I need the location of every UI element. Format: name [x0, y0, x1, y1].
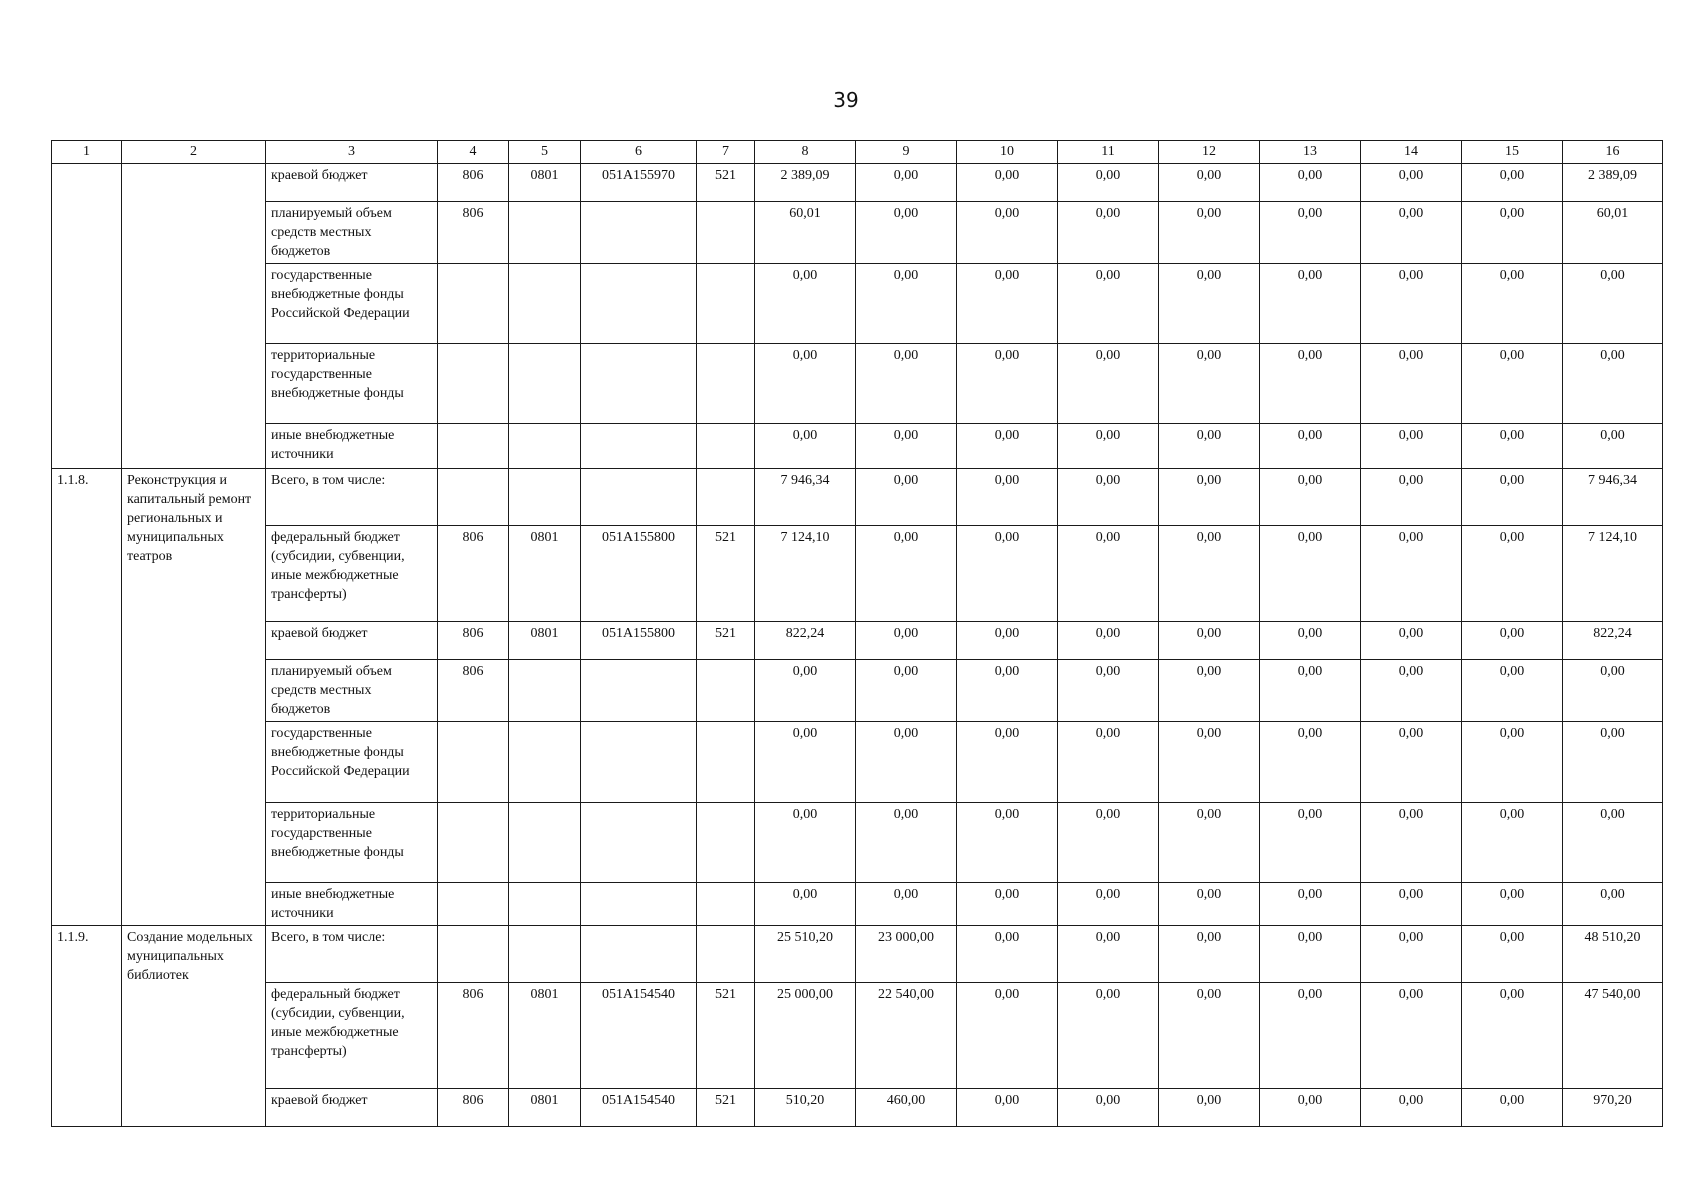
- section-code-cell: [509, 469, 581, 526]
- item-number-cell: [52, 164, 122, 469]
- value-col13-cell: 0,00: [1260, 926, 1361, 983]
- source-cell: краевой бюджет: [266, 164, 438, 202]
- target-article-cell: 051A154540: [581, 1089, 697, 1127]
- admin-code-cell: [438, 722, 509, 803]
- section-code-cell: 0801: [509, 1089, 581, 1127]
- value-col11-cell: 0,00: [1058, 164, 1159, 202]
- value-col15-cell: 0,00: [1462, 1089, 1563, 1127]
- source-cell: федеральный бюджет (субсидии, субвенции, иные межбюджетные трансферты): [266, 983, 438, 1089]
- value-col16-cell: 822,24: [1563, 622, 1663, 660]
- value-col16-cell: 48 510,20: [1563, 926, 1663, 983]
- value-col14-cell: 0,00: [1361, 344, 1462, 424]
- section-code-cell: [509, 803, 581, 883]
- source-cell: территориальные государственные внебюджетные фонды: [266, 803, 438, 883]
- section-code-cell: [509, 722, 581, 803]
- expense-type-cell: 521: [697, 1089, 755, 1127]
- value-col12-cell: 0,00: [1159, 722, 1260, 803]
- item-number-cell: 1.1.8.: [52, 469, 122, 926]
- value-col14-cell: 0,00: [1361, 1089, 1462, 1127]
- column-number-15: 15: [1462, 141, 1563, 164]
- value-col10-cell: 0,00: [957, 469, 1058, 526]
- source-cell: иные внебюджетные источники: [266, 424, 438, 469]
- value-col9-cell: 0,00: [856, 622, 957, 660]
- value-col16-cell: 7 946,34: [1563, 469, 1663, 526]
- admin-code-cell: 806: [438, 983, 509, 1089]
- value-col10-cell: 0,00: [957, 926, 1058, 983]
- expense-type-cell: [697, 344, 755, 424]
- value-col11-cell: 0,00: [1058, 1089, 1159, 1127]
- expense-type-cell: [697, 469, 755, 526]
- funding-row: [52, 1089, 1663, 1127]
- value-col13-cell: 0,00: [1260, 526, 1361, 622]
- value-col13-cell: 0,00: [1260, 622, 1361, 660]
- section-code-cell: [509, 424, 581, 469]
- expense-type-cell: [697, 926, 755, 983]
- admin-code-cell: [438, 469, 509, 526]
- source-cell: территориальные государственные внебюджетные фонды: [266, 344, 438, 424]
- admin-code-cell: [438, 883, 509, 926]
- value-col8-cell: 7 124,10: [755, 526, 856, 622]
- admin-code-cell: 806: [438, 1089, 509, 1127]
- column-number-12: 12: [1159, 141, 1260, 164]
- value-col13-cell: 0,00: [1260, 1089, 1361, 1127]
- value-col12-cell: 0,00: [1159, 1089, 1260, 1127]
- value-col8-cell: 25 510,20: [755, 926, 856, 983]
- expense-type-cell: 521: [697, 622, 755, 660]
- expense-type-cell: [697, 660, 755, 722]
- column-number-14: 14: [1361, 141, 1462, 164]
- source-cell: Всего, в том числе:: [266, 469, 438, 526]
- funding-row: [52, 469, 1663, 526]
- value-col14-cell: 0,00: [1361, 526, 1462, 622]
- value-col8-cell: 0,00: [755, 344, 856, 424]
- value-col11-cell: 0,00: [1058, 622, 1159, 660]
- column-number-8: 8: [755, 141, 856, 164]
- column-number-9: 9: [856, 141, 957, 164]
- value-col13-cell: 0,00: [1260, 983, 1361, 1089]
- section-code-cell: [509, 883, 581, 926]
- target-article-cell: [581, 344, 697, 424]
- value-col8-cell: 2 389,09: [755, 164, 856, 202]
- value-col13-cell: 0,00: [1260, 164, 1361, 202]
- value-col13-cell: 0,00: [1260, 803, 1361, 883]
- value-col10-cell: 0,00: [957, 344, 1058, 424]
- value-col9-cell: 0,00: [856, 264, 957, 344]
- value-col14-cell: 0,00: [1361, 926, 1462, 983]
- expense-type-cell: 521: [697, 526, 755, 622]
- value-col15-cell: 0,00: [1462, 926, 1563, 983]
- target-article-cell: [581, 722, 697, 803]
- value-col11-cell: 0,00: [1058, 469, 1159, 526]
- column-number-6: 6: [581, 141, 697, 164]
- section-code-cell: [509, 660, 581, 722]
- column-number-13: 13: [1260, 141, 1361, 164]
- value-col12-cell: 0,00: [1159, 622, 1260, 660]
- column-number-11: 11: [1058, 141, 1159, 164]
- value-col12-cell: 0,00: [1159, 164, 1260, 202]
- admin-code-cell: [438, 424, 509, 469]
- funding-row: [52, 883, 1663, 926]
- target-article-cell: [581, 424, 697, 469]
- value-col14-cell: 0,00: [1361, 803, 1462, 883]
- value-col9-cell: 460,00: [856, 1089, 957, 1127]
- value-col15-cell: 0,00: [1462, 622, 1563, 660]
- source-cell: государственные внебюджетные фонды Российской Федерации: [266, 264, 438, 344]
- value-col11-cell: 0,00: [1058, 722, 1159, 803]
- value-col12-cell: 0,00: [1159, 926, 1260, 983]
- source-cell: планируемый объем средств местных бюджетов: [266, 660, 438, 722]
- admin-code-cell: 806: [438, 526, 509, 622]
- value-col10-cell: 0,00: [957, 622, 1058, 660]
- value-col12-cell: 0,00: [1159, 469, 1260, 526]
- value-col11-cell: 0,00: [1058, 660, 1159, 722]
- funding-row: [52, 622, 1663, 660]
- admin-code-cell: 806: [438, 622, 509, 660]
- value-col15-cell: 0,00: [1462, 344, 1563, 424]
- value-col16-cell: 0,00: [1563, 883, 1663, 926]
- value-col10-cell: 0,00: [957, 983, 1058, 1089]
- value-col8-cell: 7 946,34: [755, 469, 856, 526]
- value-col14-cell: 0,00: [1361, 983, 1462, 1089]
- source-cell: федеральный бюджет (субсидии, субвенции, иные межбюджетные трансферты): [266, 526, 438, 622]
- value-col16-cell: 7 124,10: [1563, 526, 1663, 622]
- target-article-cell: 051A155800: [581, 526, 697, 622]
- admin-code-cell: [438, 926, 509, 983]
- value-col11-cell: 0,00: [1058, 526, 1159, 622]
- target-article-cell: [581, 803, 697, 883]
- value-col16-cell: 0,00: [1563, 803, 1663, 883]
- funding-row: [52, 926, 1663, 983]
- value-col15-cell: 0,00: [1462, 803, 1563, 883]
- column-number-header-row: [52, 141, 1663, 164]
- column-number-16: 16: [1563, 141, 1663, 164]
- value-col12-cell: 0,00: [1159, 660, 1260, 722]
- expense-type-cell: [697, 803, 755, 883]
- funding-row: [52, 660, 1663, 722]
- source-cell: планируемый объем средств местных бюджетов: [266, 202, 438, 264]
- section-code-cell: [509, 264, 581, 344]
- value-col12-cell: 0,00: [1159, 344, 1260, 424]
- value-col8-cell: 0,00: [755, 660, 856, 722]
- value-col13-cell: 0,00: [1260, 469, 1361, 526]
- value-col13-cell: 0,00: [1260, 202, 1361, 264]
- funding-row: [52, 722, 1663, 803]
- value-col11-cell: 0,00: [1058, 926, 1159, 983]
- value-col9-cell: 0,00: [856, 344, 957, 424]
- value-col9-cell: 0,00: [856, 424, 957, 469]
- target-article-cell: [581, 469, 697, 526]
- value-col10-cell: 0,00: [957, 264, 1058, 344]
- value-col10-cell: 0,00: [957, 1089, 1058, 1127]
- admin-code-cell: [438, 344, 509, 424]
- funding-row: [52, 202, 1663, 264]
- admin-code-cell: 806: [438, 660, 509, 722]
- value-col11-cell: 0,00: [1058, 344, 1159, 424]
- value-col13-cell: 0,00: [1260, 722, 1361, 803]
- section-code-cell: 0801: [509, 983, 581, 1089]
- value-col15-cell: 0,00: [1462, 264, 1563, 344]
- value-col15-cell: 0,00: [1462, 983, 1563, 1089]
- column-number-3: 3: [266, 141, 438, 164]
- source-cell: государственные внебюджетные фонды Российской Федерации: [266, 722, 438, 803]
- funding-row: [52, 526, 1663, 622]
- value-col15-cell: 0,00: [1462, 526, 1563, 622]
- expense-type-cell: [697, 722, 755, 803]
- value-col13-cell: 0,00: [1260, 660, 1361, 722]
- value-col16-cell: 0,00: [1563, 722, 1663, 803]
- value-col9-cell: 0,00: [856, 202, 957, 264]
- value-col11-cell: 0,00: [1058, 883, 1159, 926]
- column-number-7: 7: [697, 141, 755, 164]
- admin-code-cell: [438, 264, 509, 344]
- value-col13-cell: 0,00: [1260, 264, 1361, 344]
- value-col10-cell: 0,00: [957, 424, 1058, 469]
- column-number-5: 5: [509, 141, 581, 164]
- value-col14-cell: 0,00: [1361, 424, 1462, 469]
- value-col16-cell: 970,20: [1563, 1089, 1663, 1127]
- value-col10-cell: 0,00: [957, 803, 1058, 883]
- value-col15-cell: 0,00: [1462, 202, 1563, 264]
- value-col9-cell: 0,00: [856, 883, 957, 926]
- target-article-cell: 051A155800: [581, 622, 697, 660]
- value-col12-cell: 0,00: [1159, 883, 1260, 926]
- value-col10-cell: 0,00: [957, 202, 1058, 264]
- target-article-cell: 051A155970: [581, 164, 697, 202]
- item-name-cell: Создание модельных муниципальных библиотек: [122, 926, 266, 1127]
- value-col10-cell: 0,00: [957, 883, 1058, 926]
- funding-row: [52, 344, 1663, 424]
- value-col12-cell: 0,00: [1159, 526, 1260, 622]
- value-col9-cell: 0,00: [856, 469, 957, 526]
- funding-row: [52, 803, 1663, 883]
- value-col9-cell: 22 540,00: [856, 983, 957, 1089]
- source-cell: Всего, в том числе:: [266, 926, 438, 983]
- value-col10-cell: 0,00: [957, 164, 1058, 202]
- value-col12-cell: 0,00: [1159, 264, 1260, 344]
- value-col11-cell: 0,00: [1058, 264, 1159, 344]
- value-col12-cell: 0,00: [1159, 424, 1260, 469]
- source-cell: краевой бюджет: [266, 1089, 438, 1127]
- value-col8-cell: 25 000,00: [755, 983, 856, 1089]
- expense-type-cell: 521: [697, 164, 755, 202]
- section-code-cell: [509, 202, 581, 264]
- admin-code-cell: 806: [438, 202, 509, 264]
- section-code-cell: [509, 926, 581, 983]
- value-col9-cell: 23 000,00: [856, 926, 957, 983]
- value-col8-cell: 60,01: [755, 202, 856, 264]
- value-col9-cell: 0,00: [856, 526, 957, 622]
- value-col14-cell: 0,00: [1361, 722, 1462, 803]
- value-col11-cell: 0,00: [1058, 202, 1159, 264]
- value-col15-cell: 0,00: [1462, 164, 1563, 202]
- value-col9-cell: 0,00: [856, 722, 957, 803]
- expense-type-cell: [697, 264, 755, 344]
- target-article-cell: [581, 202, 697, 264]
- value-col10-cell: 0,00: [957, 660, 1058, 722]
- value-col9-cell: 0,00: [856, 803, 957, 883]
- value-col9-cell: 0,00: [856, 660, 957, 722]
- funding-row: [52, 164, 1663, 202]
- section-code-cell: 0801: [509, 622, 581, 660]
- value-col16-cell: 0,00: [1563, 264, 1663, 344]
- funding-row: [52, 983, 1663, 1089]
- value-col8-cell: 0,00: [755, 424, 856, 469]
- value-col8-cell: 0,00: [755, 883, 856, 926]
- value-col15-cell: 0,00: [1462, 883, 1563, 926]
- page-number: 39: [833, 88, 859, 112]
- value-col16-cell: 60,01: [1563, 202, 1663, 264]
- target-article-cell: [581, 660, 697, 722]
- section-code-cell: 0801: [509, 526, 581, 622]
- item-name-cell: [122, 164, 266, 469]
- value-col15-cell: 0,00: [1462, 722, 1563, 803]
- value-col11-cell: 0,00: [1058, 803, 1159, 883]
- value-col12-cell: 0,00: [1159, 803, 1260, 883]
- value-col9-cell: 0,00: [856, 164, 957, 202]
- column-number-1: 1: [52, 141, 122, 164]
- value-col16-cell: 0,00: [1563, 424, 1663, 469]
- value-col15-cell: 0,00: [1462, 424, 1563, 469]
- value-col13-cell: 0,00: [1260, 344, 1361, 424]
- funding-row: [52, 424, 1663, 469]
- column-number-10: 10: [957, 141, 1058, 164]
- section-code-cell: [509, 344, 581, 424]
- budget-table: [51, 140, 1663, 1127]
- admin-code-cell: [438, 803, 509, 883]
- value-col14-cell: 0,00: [1361, 622, 1462, 660]
- funding-row: [52, 264, 1663, 344]
- value-col10-cell: 0,00: [957, 526, 1058, 622]
- expense-type-cell: 521: [697, 983, 755, 1089]
- value-col8-cell: 0,00: [755, 803, 856, 883]
- value-col16-cell: 47 540,00: [1563, 983, 1663, 1089]
- value-col14-cell: 0,00: [1361, 264, 1462, 344]
- source-cell: краевой бюджет: [266, 622, 438, 660]
- value-col8-cell: 0,00: [755, 264, 856, 344]
- value-col14-cell: 0,00: [1361, 469, 1462, 526]
- value-col11-cell: 0,00: [1058, 983, 1159, 1089]
- value-col15-cell: 0,00: [1462, 660, 1563, 722]
- expense-type-cell: [697, 883, 755, 926]
- value-col12-cell: 0,00: [1159, 983, 1260, 1089]
- source-cell: иные внебюджетные источники: [266, 883, 438, 926]
- target-article-cell: [581, 264, 697, 344]
- expense-type-cell: [697, 202, 755, 264]
- admin-code-cell: 806: [438, 164, 509, 202]
- expense-type-cell: [697, 424, 755, 469]
- item-name-cell: Реконструкция и капитальный ремонт региональных и муниципальных театров: [122, 469, 266, 926]
- value-col14-cell: 0,00: [1361, 202, 1462, 264]
- value-col13-cell: 0,00: [1260, 424, 1361, 469]
- section-code-cell: 0801: [509, 164, 581, 202]
- value-col16-cell: 0,00: [1563, 344, 1663, 424]
- value-col14-cell: 0,00: [1361, 660, 1462, 722]
- target-article-cell: 051A154540: [581, 983, 697, 1089]
- value-col14-cell: 0,00: [1361, 883, 1462, 926]
- value-col15-cell: 0,00: [1462, 469, 1563, 526]
- value-col8-cell: 822,24: [755, 622, 856, 660]
- value-col12-cell: 0,00: [1159, 202, 1260, 264]
- value-col8-cell: 510,20: [755, 1089, 856, 1127]
- column-number-4: 4: [438, 141, 509, 164]
- target-article-cell: [581, 883, 697, 926]
- item-number-cell: 1.1.9.: [52, 926, 122, 1127]
- value-col16-cell: 0,00: [1563, 660, 1663, 722]
- value-col10-cell: 0,00: [957, 722, 1058, 803]
- target-article-cell: [581, 926, 697, 983]
- value-col13-cell: 0,00: [1260, 883, 1361, 926]
- value-col11-cell: 0,00: [1058, 424, 1159, 469]
- value-col8-cell: 0,00: [755, 722, 856, 803]
- column-number-2: 2: [122, 141, 266, 164]
- value-col14-cell: 0,00: [1361, 164, 1462, 202]
- value-col16-cell: 2 389,09: [1563, 164, 1663, 202]
